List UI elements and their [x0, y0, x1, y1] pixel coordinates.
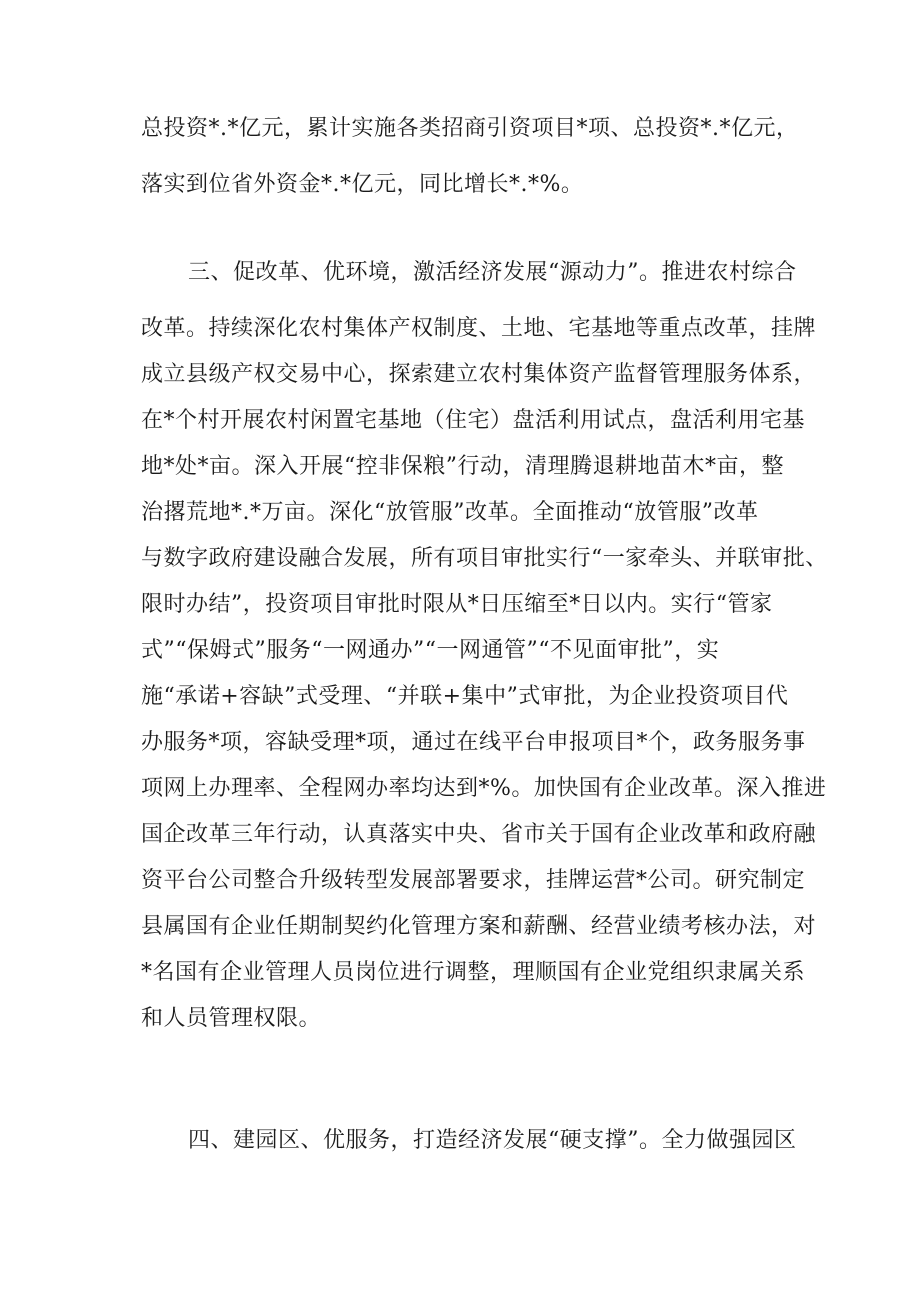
text-line: 资平台公司整合升级转型发展部署要求，挂牌运营*公司。研究制定	[141, 868, 806, 893]
text-line: 办服务*项，容缺受理*项，通过在线平台申报项目*个，政务服务事	[141, 730, 806, 755]
text-line: 落实到位省外资金*.*亿元，同比增长*.*%。	[141, 172, 584, 197]
text-line: 改革。持续深化农村集体产权制度、土地、宅基地等重点改革，挂牌	[141, 316, 817, 341]
text-line: 县属国有企业任期制契约化管理方案和薪酬、经营业绩考核办法，对	[141, 914, 817, 939]
text-line: 施“承诺+容缺”式受理、“并联+集中”式审批，为企业投资项目代	[141, 684, 789, 709]
text-line: 国企改革三年行动，认真落实中央、省市关于国有企业改革和政府融	[141, 822, 817, 847]
text-line: 成立县级产权交易中心，探索建立农村集体资产监督管理服务体系，	[141, 362, 817, 387]
text-line: 限时办结”，投资项目审批时限从*日压缩至*日以内。实行“管家	[141, 592, 773, 617]
text-line: *名国有企业管理人员岗位进行调整，理顺国有企业党组织隶属关系	[141, 960, 806, 985]
text-line: 项网上办理率、全程网办率均达到*%。加快国有企业改革。深入推进	[141, 776, 827, 801]
text-line: 与数字政府建设融合发展，所有项目审批实行“一家牵头、并联审批、	[141, 546, 828, 571]
text-line: 总投资*.*亿元，累计实施各类招商引资项目*项、总投资*.*亿元，	[141, 116, 799, 141]
text-line: 在*个村开展农村闲置宅基地（住宅）盘活利用试点，盘活利用宅基	[141, 408, 806, 433]
section-heading-line: 四、建园区、优服务，打造经济发展“硬支撑”。全力做强园区	[188, 1128, 797, 1153]
text-line: 式”“保姆式”服务“一网通办”“一网通管”“不见面审批”，实	[141, 638, 720, 663]
text-line: 和人员管理权限。	[141, 1006, 322, 1031]
text-line: 治撂荒地*.*万亩。深化“放管服”改革。全面推动“放管服”改革	[141, 500, 759, 525]
section-heading-line: 三、促改革、优环境，激活经济发展“源动力”。推进农村综合	[188, 260, 797, 285]
text-line: 地*处*亩。深入开展“控非保粮”行动，清理腾退耕地苗木*亩，整	[141, 454, 784, 479]
